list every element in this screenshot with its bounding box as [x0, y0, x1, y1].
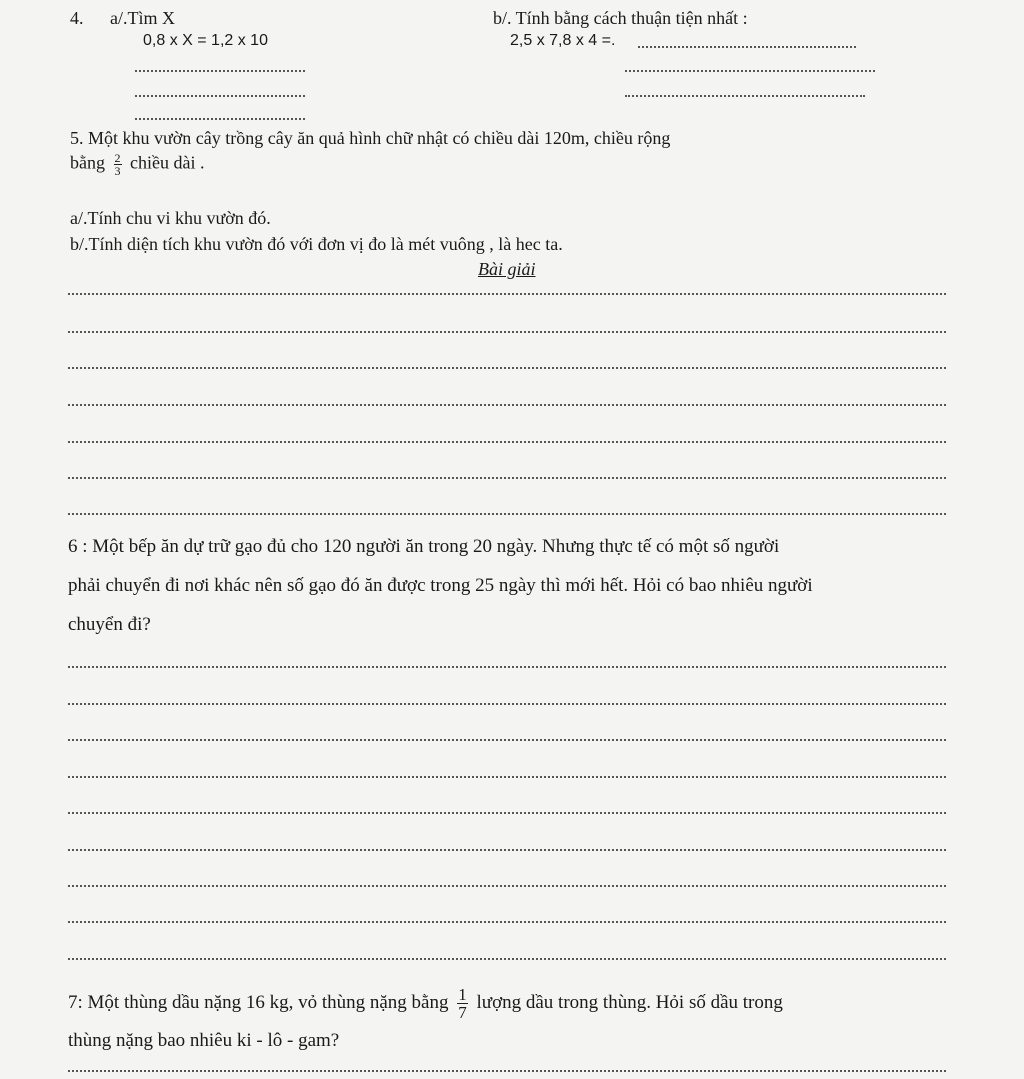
- q7-fraction: [457, 986, 468, 1021]
- q5-fraction-num: 2: [114, 151, 121, 165]
- q4-b-title: b/. Tính bằng cách thuận tiện nhất :: [493, 8, 748, 28]
- q7-line2: thùng nặng bao nhiêu ki - lô - gam?: [68, 1030, 340, 1051]
- q5-answer-line[interactable]: [68, 441, 946, 443]
- q5-answer-line[interactable]: [68, 367, 946, 369]
- q5-line2-suffix: chiều dài .: [130, 152, 205, 173]
- q7-fraction-den: 7: [458, 1003, 467, 1022]
- q5-answer-line[interactable]: [68, 404, 946, 406]
- q4-a-work-line[interactable]: [135, 118, 305, 120]
- q7-answer-line[interactable]: [68, 1070, 946, 1072]
- q4-a-title: a/.Tìm X: [110, 8, 175, 28]
- q4-b-expression: 2,5 x 7,8 x 4 =.: [510, 32, 616, 49]
- q5-solution-heading: Bài giải: [478, 259, 536, 279]
- q5-part-a: a/.Tính chu vi khu vườn đó.: [70, 208, 271, 228]
- q4-a-work-line[interactable]: [135, 70, 305, 72]
- q4-b-answer-line[interactable]: [638, 46, 856, 48]
- q5-part-b: b/.Tính diện tích khu vườn đó với đơn vị đo là mét vuông , là hec ta.: [70, 234, 563, 254]
- q6-answer-line[interactable]: [68, 739, 946, 741]
- q6-answer-line[interactable]: [68, 921, 946, 923]
- q6-answer-line[interactable]: [68, 776, 946, 778]
- q4-number: 4.: [70, 8, 84, 28]
- q4-b-work-line[interactable]: [625, 95, 865, 97]
- q5-answer-line[interactable]: [68, 477, 946, 479]
- q6-answer-line[interactable]: [68, 885, 946, 887]
- q5-line2: [70, 152, 204, 177]
- q5-answer-line[interactable]: [68, 513, 946, 515]
- q5-line1: 5. Một khu vườn cây trồng cây ăn quả hình chữ nhật có chiều dài 120m, chiều rộng: [70, 128, 671, 148]
- q5-answer-line[interactable]: [68, 331, 946, 333]
- q7-line1: [68, 986, 783, 1021]
- q6-line3: chuyển đi?: [68, 614, 151, 635]
- q6-line1: 6 : Một bếp ăn dự trữ gạo đủ cho 120 người ăn trong 20 ngày. Nhưng thực tế có một số người: [68, 536, 780, 557]
- q6-answer-line[interactable]: [68, 958, 946, 960]
- q4-a-work-line[interactable]: [135, 95, 305, 97]
- q4-b-work-line[interactable]: [625, 70, 875, 72]
- q5-line2-prefix: bằng: [70, 152, 105, 173]
- q7-line1-suffix: lượng dầu trong thùng. Hỏi số dầu trong: [476, 991, 783, 1013]
- q4-a-equation: 0,8 x X = 1,2 x 10: [143, 32, 268, 49]
- q6-answer-line[interactable]: [68, 703, 946, 705]
- q6-answer-line[interactable]: [68, 812, 946, 814]
- q7-fraction-num: 1: [458, 985, 467, 1004]
- q5-answer-line[interactable]: [68, 293, 946, 295]
- q6-answer-line[interactable]: [68, 849, 946, 851]
- q7-line1-prefix: 7: Một thùng dầu nặng 16 kg, vỏ thùng nặng bằng: [68, 991, 449, 1013]
- q5-fraction: [114, 152, 122, 177]
- q6-answer-line[interactable]: [68, 666, 946, 668]
- q5-fraction-den: 3: [114, 164, 121, 178]
- q6-line2: phải chuyển đi nơi khác nên số gạo đó ăn được trong 25 ngày thì mới hết. Hỏi có bao nhiêu người: [68, 575, 813, 596]
